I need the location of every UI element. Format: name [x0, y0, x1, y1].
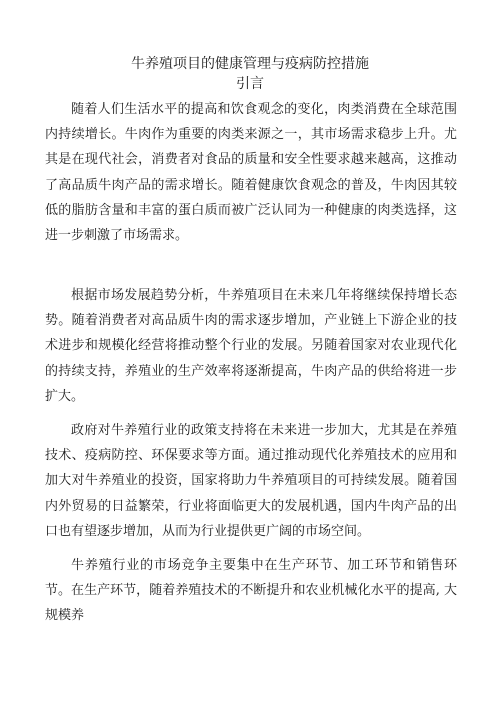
paragraph-1: 随着人们生活水平的提高和饮食观念的变化，肉类消费在全球范围内持续增长。牛肉作为重要的肉类来源之一，其市场需求稳步上升。尤其是在现代社会，消费者对食品的质量和安全性要求越来越高，这推动了高品质牛肉产品的需求增长。随着健康饮食观念的普及，牛肉因其较低的脂肪含量和丰富的蛋白质而被广泛认同为一种健康的肉类选择，这进一步刺激了市场需求。 — [45, 102, 457, 244]
paragraph-3: 政府对牛养殖行业的政策支持将在未来进一步加大，尤其是在养殖技术、疫病防控、环保要求等方面。通过推动现代化养殖技术的应用和加大对牛养殖业的投资，国家将助力牛养殖项目的可持续发展。随着国内外贸易的日益繁荣，行业将面临更大的发展机遇，国内牛肉产品的出口也有望逐步增加，从而为行业提供更广阔的市场空间。 — [45, 423, 457, 539]
document-title: 牛养殖项目的健康管理与疫病防控措施 — [131, 56, 369, 72]
paragraph-4: 牛养殖行业的市场竞争主要集中在生产环节、加工环节和销售环节。在生产环节，随着养殖技术的不断提升和农业机械化水平的提高, 大规模养 — [45, 558, 457, 624]
section-heading: 引言 — [236, 76, 264, 92]
paragraph-2: 根据市场发展趋势分析，牛养殖项目在未来几年将继续保持增长态势。随着消费者对高品质牛肉的需求逐步增加，产业链上下游企业的技术进步和规模化经营将推动整个行业的发展。另随着国家对农业现代化的持续支持，养殖业的生产效率将逐渐提高，牛肉产品的供给将进一步扩大。 — [45, 288, 457, 404]
